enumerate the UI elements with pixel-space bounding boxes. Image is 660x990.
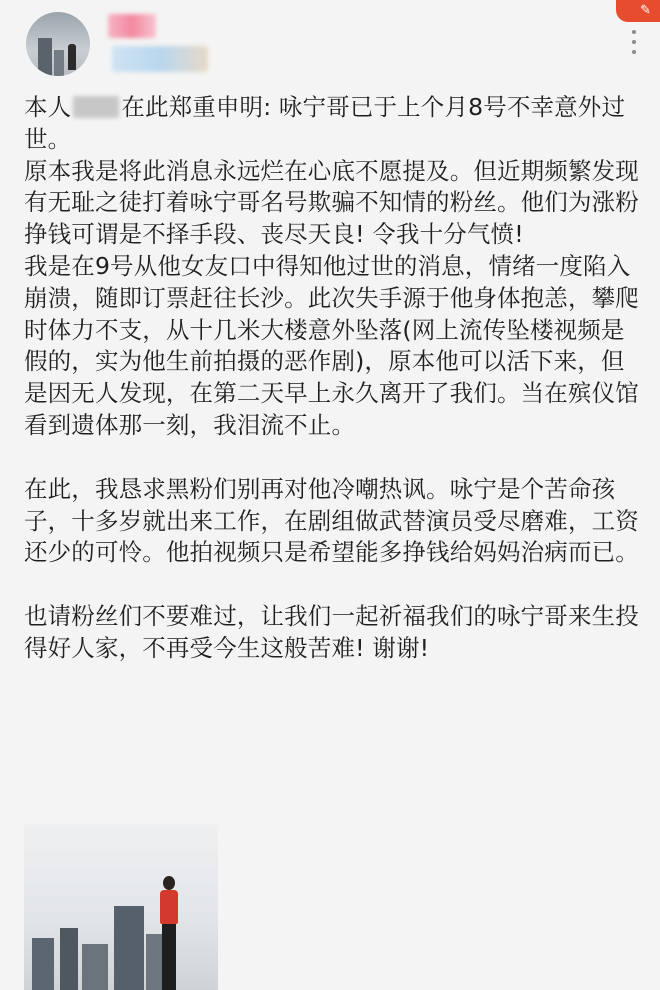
redacted-name	[73, 96, 119, 118]
more-options-icon[interactable]	[630, 30, 638, 58]
paragraph-gap	[24, 442, 640, 474]
photo-person	[156, 876, 182, 990]
paragraph-gap	[24, 569, 640, 601]
paragraph-text: 在此郑重申明: 咏宁哥已于上个月8号不幸意外过世。	[24, 93, 626, 153]
post-image[interactable]	[24, 824, 218, 990]
post-paragraph: 我是在9号从他女友口中得知他过世的消息，情绪一度陷入崩溃，随即订票赶往长沙。此次失手源于他身体抱恙，攀爬时体力不支，从十几米大楼意外坠落(网上流传坠楼视频是假的，实为他生前拍摄的恶作剧)，原本他可以活下来，但是因无人发现，在第二天早上永久离开了我们。当在殡仪馆看到遗体那一刻，我泪流不止。	[24, 251, 639, 439]
avatar-person	[68, 44, 76, 70]
corner-badge	[616, 0, 660, 22]
post-paragraph: 在此，我恳求黑粉们别再对他冷嘲热讽。咏宁是个苦命孩子，十多岁就出来工作，在剧组做武替演员受尽磨难，工资还少的可怜。他拍视频只是希望能多挣钱给妈妈治病而已。	[24, 474, 639, 567]
photo-building	[32, 938, 54, 990]
paragraph-text: 本人	[24, 93, 72, 121]
post-header	[0, 0, 660, 90]
post-paragraph: 原本我是将此消息永远烂在心底不愿提及。但近期频繁发现有无耻之徒打着咏宁哥名号欺骗不知情的粉丝。他们为涨粉挣钱可谓是不择手段、丧尽天良! 令我十分气愤!	[24, 156, 639, 249]
blurred-post-meta	[112, 46, 208, 72]
avatar-building	[38, 38, 52, 76]
blurred-username[interactable]	[108, 14, 156, 38]
post-paragraph: 也请粉丝们不要难过，让我们一起祈福我们的咏宁哥来生投得好人家，不再受今生这般苦难! 谢谢!	[24, 602, 639, 662]
photo-building	[114, 906, 144, 990]
photo-building	[82, 944, 108, 990]
photo-building	[60, 928, 78, 990]
corner-badge-mark: ✎	[640, 3, 651, 18]
avatar-building	[54, 50, 64, 76]
avatar[interactable]	[26, 12, 90, 76]
post-paragraph	[24, 92, 640, 156]
post-body	[24, 92, 640, 665]
